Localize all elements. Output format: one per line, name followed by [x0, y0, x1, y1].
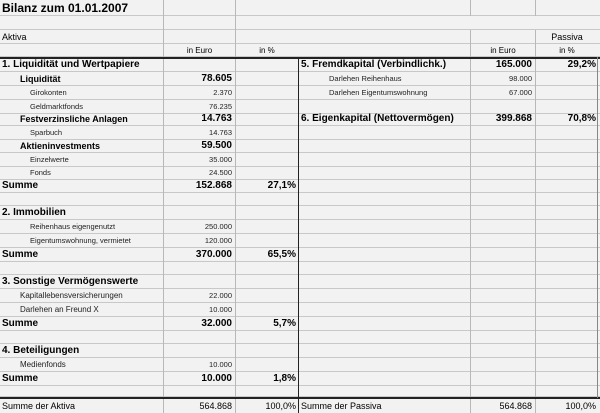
empty-cell[interactable]	[235, 289, 298, 303]
passiva-col-pct[interactable]: in %	[535, 44, 598, 57]
empty-cell[interactable]	[298, 275, 470, 289]
value-cell[interactable]: 14.763	[163, 126, 235, 140]
empty-cell[interactable]	[235, 234, 298, 248]
empty-cell[interactable]	[535, 358, 598, 372]
sum-label[interactable]: Summe	[2, 318, 39, 329]
empty-cell[interactable]	[470, 234, 535, 248]
section-heading[interactable]: 5. Fremdkapital (Verbindlichk.)	[298, 58, 470, 72]
table-row	[0, 126, 600, 140]
empty-cell[interactable]	[298, 126, 470, 140]
empty-cell[interactable]	[535, 234, 598, 248]
empty-cell[interactable]	[235, 30, 298, 44]
empty-cell[interactable]	[535, 386, 598, 397]
item-label[interactable]: Einzelwerte	[30, 155, 69, 164]
sum-label[interactable]: Summe	[2, 180, 39, 191]
value-cell[interactable]: 22.000	[163, 289, 235, 303]
empty-cell[interactable]	[298, 220, 470, 234]
sheet-title[interactable]: Bilanz zum 01.01.2007	[2, 1, 129, 15]
empty-cell[interactable]	[470, 317, 535, 331]
blank-row	[0, 262, 600, 275]
empty-cell[interactable]	[470, 30, 535, 44]
item-label[interactable]: Darlehen an Freund X	[20, 305, 99, 314]
empty-cell[interactable]	[163, 58, 235, 72]
empty-cell[interactable]	[535, 344, 598, 358]
aktiva-total-pct[interactable]: 100,0%	[235, 399, 298, 413]
empty-cell[interactable]	[163, 386, 235, 397]
empty-cell[interactable]	[163, 0, 235, 16]
empty-cell[interactable]	[298, 344, 470, 358]
empty-cell[interactable]	[235, 72, 298, 86]
group-label[interactable]: Liquidität	[20, 74, 61, 84]
table-row	[0, 358, 600, 372]
aktiva-total-value[interactable]: 564.868	[163, 399, 235, 413]
total-divider	[0, 397, 600, 399]
value-cell[interactable]: 250.000	[163, 220, 235, 234]
table-row	[0, 86, 600, 100]
section-heading[interactable]: 2. Immobilien	[2, 207, 66, 218]
value-cell[interactable]: 399.868	[470, 112, 535, 126]
empty-cell[interactable]	[535, 153, 598, 167]
sum-value[interactable]: 370.000	[163, 248, 235, 262]
empty-cell[interactable]	[298, 372, 470, 386]
table-row	[0, 275, 600, 289]
empty-cell[interactable]	[235, 275, 298, 289]
item-label[interactable]: Kapitallebensversicherungen	[20, 291, 123, 300]
empty-cell[interactable]	[235, 166, 298, 180]
value-cell[interactable]: 76.235	[163, 100, 235, 114]
empty-cell[interactable]	[235, 86, 298, 100]
empty-cell[interactable]	[163, 206, 235, 220]
table-row	[0, 234, 600, 248]
empty-cell[interactable]	[470, 262, 535, 276]
value-cell[interactable]: 2.370	[163, 86, 235, 100]
empty-cell[interactable]	[235, 303, 298, 317]
blank-row	[0, 16, 600, 30]
empty-cell[interactable]	[535, 220, 598, 234]
sum-pct[interactable]: 5,7%	[235, 317, 298, 331]
sum-pct[interactable]: 65,5%	[235, 248, 298, 262]
empty-cell[interactable]	[235, 58, 298, 72]
item-label[interactable]: Darlehen Eigentumswohnung	[298, 86, 470, 100]
item-label[interactable]: Medienfonds	[20, 360, 66, 369]
empty-cell[interactable]	[535, 275, 598, 289]
empty-cell[interactable]	[235, 220, 298, 234]
empty-cell[interactable]	[235, 126, 298, 140]
empty-cell[interactable]	[235, 153, 298, 167]
empty-cell[interactable]	[470, 372, 535, 386]
sum-value[interactable]: 152.868	[163, 179, 235, 193]
empty-cell[interactable]	[470, 193, 535, 207]
empty-cell[interactable]	[470, 289, 535, 303]
sum-label[interactable]: Summe	[2, 249, 39, 260]
empty-cell[interactable]	[470, 303, 535, 317]
table-row	[0, 153, 600, 167]
sum-row	[0, 372, 600, 386]
empty-cell[interactable]	[163, 16, 235, 30]
blank-row	[0, 386, 600, 397]
section-heading[interactable]: 3. Sonstige Vermögenswerte	[2, 276, 139, 287]
empty-cell[interactable]	[470, 358, 535, 372]
empty-cell[interactable]	[235, 139, 298, 153]
value-cell[interactable]: 165.000	[470, 58, 535, 72]
pct-cell[interactable]: 70,8%	[535, 112, 598, 126]
empty-cell[interactable]	[535, 193, 598, 207]
empty-cell[interactable]	[298, 139, 470, 153]
empty-cell[interactable]	[235, 344, 298, 358]
right-border	[597, 57, 598, 398]
section-heading[interactable]: 1. Liquidität und Wertpapiere	[2, 59, 140, 70]
empty-cell[interactable]	[470, 0, 535, 16]
empty-cell[interactable]	[298, 179, 470, 193]
passiva-total-value[interactable]: 564.868	[470, 399, 535, 413]
value-cell[interactable]: 10.000	[163, 358, 235, 372]
empty-cell[interactable]	[535, 317, 598, 331]
table-row	[0, 166, 600, 180]
empty-cell[interactable]	[163, 344, 235, 358]
empty-cell[interactable]	[163, 30, 235, 44]
empty-cell[interactable]	[470, 179, 535, 193]
table-row	[0, 303, 600, 317]
empty-cell[interactable]	[298, 153, 470, 167]
empty-cell[interactable]	[235, 0, 298, 16]
empty-cell[interactable]	[298, 206, 470, 220]
sum-pct[interactable]: 27,1%	[235, 179, 298, 193]
blank-row	[0, 193, 600, 206]
empty-cell[interactable]	[535, 0, 598, 16]
empty-cell[interactable]	[470, 126, 535, 140]
empty-cell[interactable]	[298, 193, 470, 207]
empty-cell[interactable]	[470, 206, 535, 220]
empty-cell[interactable]	[535, 206, 598, 220]
empty-cell[interactable]	[298, 303, 470, 317]
empty-cell[interactable]	[470, 331, 535, 345]
empty-cell[interactable]	[298, 289, 470, 303]
empty-cell[interactable]	[535, 331, 598, 345]
empty-cell[interactable]	[535, 372, 598, 386]
table-row	[0, 220, 600, 234]
empty-cell[interactable]	[470, 275, 535, 289]
passiva-col-euro[interactable]: in Euro	[470, 44, 535, 57]
item-label[interactable]: Geldmarktfonds	[30, 102, 83, 111]
empty-cell[interactable]	[535, 303, 598, 317]
table-row	[0, 206, 600, 220]
value-cell[interactable]: 67.000	[470, 86, 535, 100]
empty-cell[interactable]	[470, 139, 535, 153]
value-cell[interactable]: 10.000	[163, 303, 235, 317]
sum-value[interactable]: 10.000	[163, 372, 235, 386]
sum-row	[0, 248, 600, 262]
empty-cell[interactable]	[235, 331, 298, 345]
passiva-total-pct[interactable]: 100,0%	[535, 399, 598, 413]
empty-cell[interactable]	[235, 16, 298, 30]
empty-cell[interactable]	[298, 331, 470, 345]
item-label[interactable]: Darlehen Reihenhaus	[298, 72, 470, 86]
empty-cell[interactable]	[235, 262, 298, 276]
aktiva-col-pct[interactable]: in %	[235, 44, 298, 57]
empty-cell[interactable]	[235, 358, 298, 372]
section-heading[interactable]: 6. Eigenkapital (Nettovermögen)	[298, 112, 470, 126]
passiva-total-label[interactable]: Summe der Passiva	[298, 399, 470, 413]
empty-cell[interactable]	[470, 344, 535, 358]
empty-cell[interactable]	[298, 358, 470, 372]
empty-cell[interactable]	[470, 220, 535, 234]
empty-cell[interactable]	[235, 386, 298, 397]
table-row	[0, 344, 600, 358]
table-row	[0, 72, 600, 86]
total-row	[0, 399, 600, 413]
title-row	[0, 0, 600, 16]
empty-cell[interactable]	[298, 166, 470, 180]
empty-cell[interactable]	[535, 86, 598, 100]
empty-cell[interactable]	[298, 317, 470, 331]
empty-cell[interactable]	[235, 112, 298, 126]
item-label[interactable]: Fonds	[30, 168, 51, 177]
value-cell[interactable]: 24.500	[163, 166, 235, 180]
empty-cell[interactable]	[163, 262, 235, 276]
aktiva-total-label[interactable]: Summe der Aktiva	[2, 401, 76, 411]
header-divider	[0, 57, 600, 59]
empty-cell[interactable]	[163, 275, 235, 289]
empty-cell[interactable]	[535, 166, 598, 180]
empty-cell[interactable]	[535, 72, 598, 86]
empty-cell[interactable]	[298, 386, 470, 397]
aktiva-label[interactable]: Aktiva	[2, 32, 27, 42]
passiva-label[interactable]: Passiva	[535, 30, 598, 44]
section-heading[interactable]: 4. Beteiligungen	[2, 345, 80, 356]
sum-pct[interactable]: 1,8%	[235, 372, 298, 386]
empty-cell[interactable]	[235, 193, 298, 207]
empty-cell[interactable]	[163, 193, 235, 207]
value-cell[interactable]: 98.000	[470, 72, 535, 86]
empty-cell[interactable]	[235, 206, 298, 220]
empty-cell[interactable]	[298, 262, 470, 276]
item-label[interactable]: Girokonten	[30, 88, 67, 97]
value-cell[interactable]: 59.500	[163, 139, 235, 153]
empty-cell[interactable]	[470, 386, 535, 397]
value-cell[interactable]: 120.000	[163, 234, 235, 248]
sum-row	[0, 179, 600, 193]
empty-cell[interactable]	[535, 139, 598, 153]
empty-cell[interactable]	[298, 248, 470, 262]
table-row	[0, 112, 600, 126]
pct-cell[interactable]: 29,2%	[535, 58, 598, 72]
empty-cell[interactable]	[298, 234, 470, 248]
value-cell[interactable]: 14.763	[163, 112, 235, 126]
empty-cell[interactable]	[163, 331, 235, 345]
empty-cell[interactable]	[535, 126, 598, 140]
empty-cell[interactable]	[470, 248, 535, 262]
empty-cell[interactable]	[535, 179, 598, 193]
table-row	[0, 289, 600, 303]
sum-row	[0, 317, 600, 331]
empty-cell[interactable]	[535, 248, 598, 262]
table-row	[0, 139, 600, 153]
item-label[interactable]: Reihenhaus eigengenutzt	[30, 222, 116, 231]
sum-value[interactable]: 32.000	[163, 317, 235, 331]
item-label[interactable]: Sparbuch	[30, 128, 63, 137]
value-cell[interactable]: 35.000	[163, 153, 235, 167]
side-label-row	[0, 30, 600, 44]
group-label[interactable]: Aktieninvestments	[20, 141, 101, 151]
blank-row	[0, 331, 600, 344]
empty-cell[interactable]	[535, 262, 598, 276]
item-label[interactable]: Eigentumswohnung, vermietet	[30, 236, 131, 245]
table-row	[0, 58, 600, 72]
value-cell[interactable]: 78.605	[163, 72, 235, 86]
column-header-row	[0, 44, 600, 57]
aktiva-col-euro[interactable]: in Euro	[163, 44, 235, 57]
empty-cell[interactable]	[535, 289, 598, 303]
empty-cell[interactable]	[470, 153, 535, 167]
aktiva-passiva-divider	[298, 57, 299, 413]
empty-cell[interactable]	[470, 166, 535, 180]
group-label[interactable]: Festverzinsliche Anlagen	[20, 114, 128, 124]
sum-label[interactable]: Summe	[2, 373, 39, 384]
